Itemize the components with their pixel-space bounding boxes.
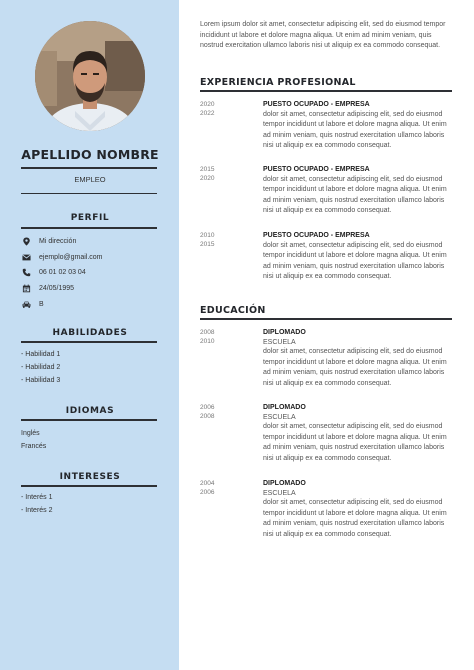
main-content: [200, 0, 455, 670]
education-heading: EDUCACIÓN: [200, 305, 266, 316]
entry-role: PUESTO OCUPADO - EMPRESA: [263, 232, 370, 239]
contact-email: [20, 251, 160, 263]
sidebar: [0, 0, 179, 670]
job-title-divider: [21, 193, 157, 194]
birthdate-text: 24/05/1995: [39, 284, 75, 292]
skill-item: - Habilidad 2: [21, 364, 61, 371]
entry-years: [200, 479, 240, 497]
entry-description: dolor sit amet, consectetur adipiscing elit, sed do eiusmod tempor incididunt ut labore et dolore magna aliqua. Ut enim ad minim veniam, quis nostrud exercitation ullamco laboris nisi ut aliquip ex ea commodo consequat.: [263, 499, 447, 538]
entry-start-year: 2008: [200, 329, 215, 336]
phone-text: 06 01 02 03 04: [39, 268, 86, 276]
entry-years: [200, 403, 240, 421]
languages-heading: IDIOMAS: [65, 406, 115, 416]
profile-divider: [21, 227, 157, 229]
entry-degree: DIPLOMADO: [263, 404, 306, 411]
entry-degree: DIPLOMADO: [263, 480, 306, 487]
entry-years: [200, 231, 240, 249]
entry-start-year: 2004: [200, 480, 215, 487]
contact-birthdate: [20, 282, 160, 294]
intro-paragraph: Lorem ipsum dolor sit amet, consectetur adipiscing elit, sed do eiusmod tempor incididunt ut labore et dolore magna aliqua. Ut enim ad minim veniam, quis nostrud exercitation ullamco laboris nisi ut aliquip ex ea commodo consequat.: [200, 21, 446, 49]
name-divider: [21, 167, 157, 169]
entry-end-year: 2020: [200, 175, 215, 182]
entry-start-year: 2010: [200, 232, 215, 239]
entry-start-year: 2020: [200, 101, 215, 108]
location-pin-icon: [20, 235, 32, 247]
experience-heading: EXPERIENCIA PROFESIONAL: [200, 77, 356, 88]
interest-item: - Interés 1: [21, 494, 53, 501]
entry-school: ESCUELA: [263, 489, 296, 497]
entry-description: dolor sit amet, consectetur adipiscing elit, sed do eiusmod tempor incididunt ut labore et dolore magna aliqua. Ut enim ad minim veniam, quis nostrud exercitation ullamco laboris nisi ut aliquip ex ea commodo consequat.: [263, 110, 447, 149]
entry-description: dolor sit amet, consectetur adipiscing elit, sed do eiusmod tempor incididunt ut labore et dolore magna aliqua. Ut enim ad minim veniam, quis nostrud exercitation ullamco laboris nisi ut aliquip ex ea commodo consequat.: [263, 423, 447, 462]
email-text: ejemplo@gmail.com: [39, 253, 103, 261]
entry-degree: DIPLOMADO: [263, 329, 306, 336]
entry-end-year: 2006: [200, 489, 215, 496]
entry-description: dolor sit amet, consectetur adipiscing elit, sed do eiusmod tempor incididunt ut labore et dolore magna aliqua. Ut enim ad minim veniam, quis nostrud exercitation ullamco laboris nisi ut aliquip ex ea commodo consequat.: [263, 241, 447, 280]
contact-address: [20, 235, 160, 247]
contact-phone: [20, 266, 160, 278]
education-divider: [200, 318, 452, 320]
entry-years: [200, 100, 240, 118]
entry-school: ESCUELA: [263, 338, 296, 346]
interest-item: - Interés 2: [21, 507, 53, 514]
entry-end-year: 2010: [200, 338, 215, 345]
entry-years: [200, 328, 240, 346]
profile-heading: PERFIL: [70, 213, 110, 223]
language-item: Inglés: [21, 430, 40, 437]
languages-divider: [21, 419, 157, 421]
interests-divider: [21, 485, 157, 487]
entry-role: PUESTO OCUPADO - EMPRESA: [263, 101, 370, 108]
interests-heading: INTERESES: [59, 472, 121, 482]
profile-photo: [35, 21, 145, 131]
job-title: EMPLEO: [74, 175, 106, 184]
entry-end-year: 2008: [200, 413, 215, 420]
car-icon: [20, 298, 32, 310]
skills-divider: [21, 341, 157, 343]
experience-divider: [200, 90, 452, 92]
skill-item: - Habilidad 3: [21, 377, 61, 384]
entry-description: dolor sit amet, consectetur adipiscing elit, sed do eiusmod tempor incididunt ut labore et dolore magna aliqua. Ut enim ad minim veniam, quis nostrud exercitation ullamco laboris nisi ut aliquip ex ea commodo consequat.: [263, 175, 447, 214]
entry-role: PUESTO OCUPADO - EMPRESA: [263, 166, 370, 173]
skill-item: - Habilidad 1: [21, 351, 61, 358]
entry-end-year: 2015: [200, 241, 215, 248]
entry-years: [200, 165, 240, 183]
phone-icon: [20, 266, 32, 278]
contact-license: [20, 298, 160, 310]
candidate-name: APELLIDO NOMBRE: [21, 147, 159, 162]
entry-description: dolor sit amet, consectetur adipiscing elit, sed do eiusmod tempor incididunt ut labore et dolore magna aliqua. Ut enim ad minim veniam, quis nostrud exercitation ullamco laboris nisi ut aliquip ex ea commodo consequat.: [263, 348, 447, 387]
address-text: Mi dirección: [39, 237, 77, 245]
entry-end-year: 2022: [200, 110, 215, 117]
entry-start-year: 2015: [200, 166, 215, 173]
entry-school: ESCUELA: [263, 413, 296, 421]
license-text: B: [39, 300, 44, 308]
entry-start-year: 2006: [200, 404, 215, 411]
envelope-icon: [20, 251, 32, 263]
calendar-icon: [20, 282, 32, 294]
skills-heading: HABILIDADES: [52, 328, 128, 338]
language-item: Francés: [21, 443, 47, 450]
